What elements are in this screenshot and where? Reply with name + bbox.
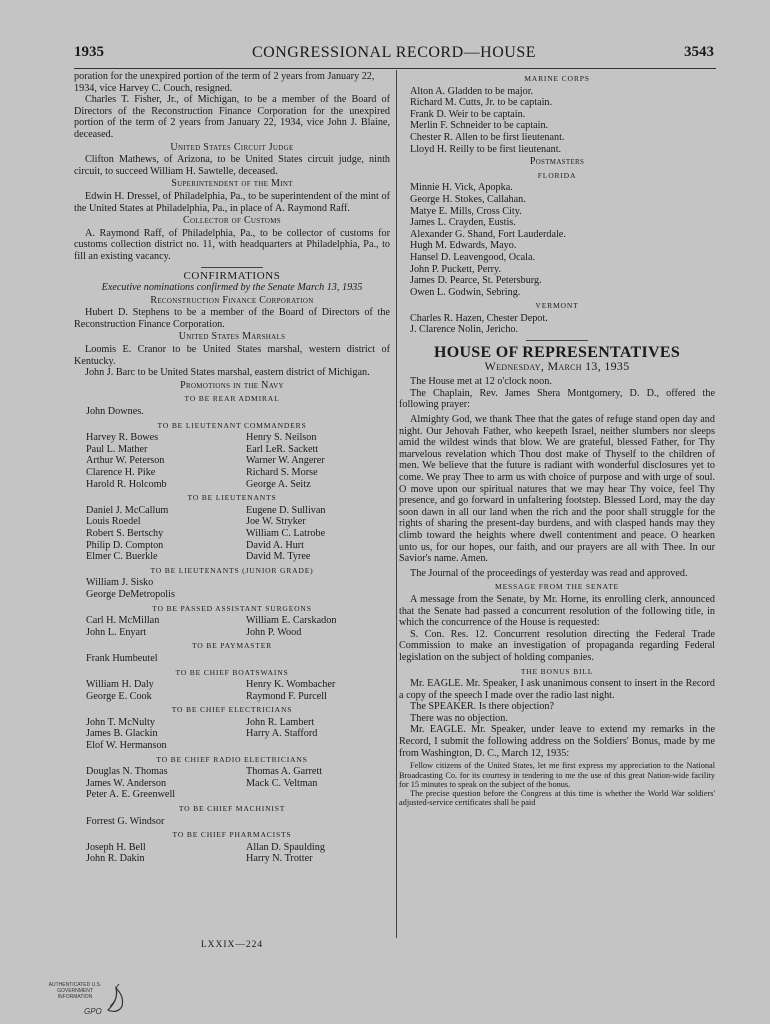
paragraph: A. Raymond Raff, of Philadelphia, Pa., to be collector of customs for customs collection district no. 11, with headquarters at Philadelphia, Pa., to fill an existing vacancy. xyxy=(74,227,390,262)
name-entry: Philip D. Compton xyxy=(86,539,164,551)
signature-footer: LXXIX—224 xyxy=(200,940,264,950)
paragraph: There was no objection. xyxy=(410,712,508,724)
name-entry: Harvey R. Bowes xyxy=(86,432,159,444)
name-entry: Harold R. Holcomb xyxy=(86,478,167,490)
name-entry: Harry A. Stafford xyxy=(246,728,318,740)
right-column xyxy=(399,71,715,808)
section-heading: Promotions in the Navy xyxy=(180,379,284,391)
paragraph: poration for the unexpired portion of the term of 2 years from January 22, 1934, vice Harvey C. Couch, resigned. xyxy=(74,71,375,94)
name-entry: George DeMetropolis xyxy=(86,588,175,600)
rank-heading: TO BE LIEUTENANTS (JUNIOR GRADE) xyxy=(150,565,314,575)
name-entry: Harry N. Trotter xyxy=(246,853,313,865)
state-heading: VERMONT xyxy=(535,301,579,311)
header-year: 1935 xyxy=(74,44,104,60)
list-item: George H. Stokes, Callahan. xyxy=(410,193,526,205)
paragraph: The SPEAKER. Is there objection? xyxy=(410,701,555,713)
name-entry: David M. Tyree xyxy=(246,551,311,563)
paragraph: Loomis E. Cranor to be United States marshal, western district of Kentucky. xyxy=(74,344,390,367)
name-entry: John R. Dakin xyxy=(86,853,145,865)
name-entry xyxy=(246,740,402,752)
rank-heading: TO BE CHIEF PHARMACISTS xyxy=(172,830,292,840)
names-grid xyxy=(74,615,390,638)
name-entry: Elof W. Hermanson xyxy=(86,740,167,752)
page-header xyxy=(74,44,714,66)
list-item: Minnie H. Vick, Apopka. xyxy=(410,182,513,194)
rank-heading: TO BE CHIEF BOATSWAINS xyxy=(175,667,289,677)
list-item: Matye E. Mills, Cross City. xyxy=(410,205,522,217)
paragraph: Edwin H. Dressel, of Philadelphia, Pa., to be superintendent of the mint of the United States at Philadelphia, Pa., in place of A. Raymond Raff. xyxy=(74,190,390,214)
list-item: Merlin F. Schneider to be captain. xyxy=(410,120,549,132)
name-entry: John T. McNulty xyxy=(86,716,155,728)
header-rule xyxy=(74,68,716,69)
rank-heading: TO BE PAYMASTER xyxy=(191,641,273,651)
name-entry: Carl H. McMillan xyxy=(86,615,160,627)
left-column xyxy=(74,71,390,865)
names-grid xyxy=(74,842,390,865)
name-entry: Thomas A. Garrett xyxy=(246,766,323,778)
name-entry: Clarence H. Pike xyxy=(86,467,156,478)
name-entry: John Downes. xyxy=(86,406,144,418)
name-entry: David A. Hurt xyxy=(246,539,305,551)
paragraph: Mr. EAGLE. Mr. Speaker, I ask unanimous consent to insert in the Record a copy of the speech I made over the radio last night. xyxy=(399,678,715,701)
house-heading: HOUSE OF REPRESENTATIVES xyxy=(433,344,681,362)
divider xyxy=(526,340,588,341)
section-heading: Postmasters xyxy=(529,156,585,168)
name-entry: Allan D. Spaulding xyxy=(246,841,325,853)
list-item: Richard M. Cutts, Jr. to be captain. xyxy=(410,97,553,109)
name-entry: Forrest G. Windsor xyxy=(86,815,165,827)
name-entry: Eugene D. Sullivan xyxy=(246,504,326,516)
name-entry: William J. Sisko xyxy=(86,577,154,589)
paragraph: John J. Barc to be United States marshal, eastern district of Michigan. xyxy=(85,367,370,379)
names-grid xyxy=(74,432,390,490)
name-entry: Elmer C. Buerkle xyxy=(86,551,158,563)
section-heading: THE BONUS BILL xyxy=(520,666,594,676)
name-entry: Peter A. E. Greenwell xyxy=(86,789,176,801)
name-entry: James W. Anderson xyxy=(86,777,167,789)
gpo-authentication-seal xyxy=(44,980,126,1018)
eagle-logo-icon xyxy=(104,980,128,1016)
name-entry: Joseph H. Bell xyxy=(86,841,146,853)
name-entry xyxy=(246,789,402,801)
paragraph: The Journal of the proceedings of yesterday was read and approved. xyxy=(410,567,688,579)
section-heading: Collector of Customs xyxy=(183,215,281,227)
rank-heading: TO BE CHIEF ELECTRICIANS xyxy=(171,705,293,715)
list-item: J. Clarence Nolin, Jericho. xyxy=(410,324,519,336)
gpo-seal-text: AUTHENTICATED U.S. GOVERNMENT INFORMATION xyxy=(48,982,102,1000)
section-heading: Superintendent of the Mint xyxy=(171,178,293,190)
name-entry: Henry S. Neilson xyxy=(246,432,317,444)
small-print-paragraph: Fellow citizens of the United States, let me first express my appreciation to the National Broadcasting Co. for its courtesy in tendering to me the use of this great Nation-wide facility for 15 minutes to speak on the subject of the bonus. xyxy=(399,761,715,789)
list-item: Hansel D. Leavengood, Ocala. xyxy=(410,251,536,263)
paragraph: The Chaplain, Rev. James Shera Montgomery, D. D., offered the following prayer: xyxy=(399,387,715,411)
section-heading: MARINE CORPS xyxy=(524,74,590,83)
gpo-label: GPO xyxy=(84,1007,102,1016)
name-entry: William H. Daly xyxy=(86,679,154,691)
session-date: Wednesday, March 13, 1935 xyxy=(484,358,630,373)
paragraph: Clifton Mathews, of Arizona, to be United States circuit judge, ninth circuit, to succeed William H. Sawtelle, deceased. xyxy=(74,154,390,177)
list-item: John P. Puckett, Perry. xyxy=(410,263,502,275)
list-item: James D. Pearce, St. Petersburg. xyxy=(410,275,542,287)
list-item: Lloyd H. Reilly to be first lieutenant. xyxy=(410,143,562,155)
executive-nominations-line: Executive nominations confirmed by the Senate March 13, 1935 xyxy=(101,282,363,294)
name-entry: Frank Humbeutel xyxy=(86,652,158,664)
name-entry: William C. Latrobe xyxy=(246,527,326,539)
name-entry: George E. Cook xyxy=(86,690,152,702)
name-entry: Arthur W. Peterson xyxy=(86,455,165,467)
list-item: Alton A. Gladden to be major. xyxy=(410,85,534,97)
rank-heading: TO BE CHIEF MACHINIST xyxy=(178,804,286,814)
list-item: Charles R. Hazen, Chester Depot. xyxy=(410,312,548,324)
name-entry: Henry K. Wombacher xyxy=(246,679,336,691)
name-entry: Louis Roedel xyxy=(86,516,141,528)
paragraph: Mr. EAGLE. Mr. Speaker, under leave to extend my remarks in the Record, I submit the following address on the Soldiers' Bonus, made by me from Washington, D. C., March 12, 1935: xyxy=(399,724,715,759)
name-entry: John P. Wood xyxy=(246,626,302,638)
rank-heading: TO BE PASSED ASSISTANT SURGEONS xyxy=(152,603,312,613)
divider xyxy=(201,267,263,268)
name-entry: John R. Lambert xyxy=(246,716,315,728)
name-entry: James B. Glackin xyxy=(86,728,158,740)
state-heading: FLORIDA xyxy=(537,170,577,180)
name-entry: Joe W. Stryker xyxy=(246,516,306,528)
rank-heading: TO BE CHIEF RADIO ELECTRICIANS xyxy=(156,754,308,764)
names-grid xyxy=(74,679,390,702)
name-entry: George A. Seitz xyxy=(246,478,311,490)
header-page-number: 3543 xyxy=(684,44,714,60)
name-entry: Richard S. Morse xyxy=(246,467,318,478)
rank-heading: TO BE LIEUTENANT COMMANDERS xyxy=(157,420,307,430)
paragraph: S. Con. Res. 12. Concurrent resolution directing the Federal Trade Commission to make an investigation of propaganda regarding Federal legislation on the subject of holding companies. xyxy=(399,628,715,663)
list-item: Chester R. Allen to be first lieutenant. xyxy=(410,131,565,143)
list-item: James L. Crayden, Eustis. xyxy=(410,217,516,229)
name-entry: Daniel J. McCallum xyxy=(86,504,169,516)
list-item: Owen L. Godwin, Sebring. xyxy=(410,286,521,298)
section-heading: United States Circuit Judge xyxy=(170,141,294,153)
rank-heading: TO BE REAR ADMIRAL xyxy=(184,394,280,404)
name-entry: Douglas N. Thomas xyxy=(86,766,168,778)
section-heading: Reconstruction Finance Corporation xyxy=(150,294,314,306)
section-heading: MESSAGE FROM THE SENATE xyxy=(495,582,619,592)
paragraph: The House met at 12 o'clock noon. xyxy=(410,376,552,388)
names-grid xyxy=(74,717,390,752)
name-entry: Raymond F. Purcell xyxy=(246,690,327,702)
rank-heading: TO BE LIEUTENANTS xyxy=(187,493,277,503)
names-grid xyxy=(74,766,390,801)
confirmations-heading: CONFIRMATIONS xyxy=(183,269,281,282)
name-entry: John L. Enyart xyxy=(86,626,147,638)
name-entry: Earl LeR. Sackett xyxy=(246,443,319,455)
names-grid xyxy=(74,505,390,563)
paragraph: A message from the Senate, by Mr. Horne, its enrolling clerk, announced that the Senate had passed a concurrent resolution of the following title, in which the concurrence of the House is requested: xyxy=(399,593,715,629)
list-item: Frank D. Weir to be captain. xyxy=(410,108,526,120)
name-entry: Paul L. Mather xyxy=(86,443,148,455)
name-entry: Mack C. Veltman xyxy=(246,777,318,789)
small-print-paragraph: The precise question before the Congress at this time is whether the World War soldiers' adjusted-service certificates shall be paid xyxy=(399,789,715,808)
paragraph: Hubert D. Stephens to be a member of the Board of Directors of the Reconstruction Finance Corporation. xyxy=(74,307,390,330)
list-item: Hugh M. Edwards, Mayo. xyxy=(410,240,517,252)
prayer-paragraph: Almighty God, we thank Thee that the gates of refuge stand open day and night. Our Jehovah Father, who keepeth Israel, neither slumbers nor sleeps amid the wildest winds that blow. We are grateful, blessed Father, for Thy marvelous revelation which Thou dost make of Thyself to the children of men. We believe that the future is radiant with wonderful disclosures yet to come. We pray Thee to arm us with choice of purpose and with urge of soul. O move upon our spiritual natures that we may hear Thy voice, feel Thy presence, and go forward in unfaltering footstep. Blessed Lord, may the day soon dawn in all our land when the rich and the poor shall struggle for the rights of sharing the present-day burdens, and with clasped hands may they climb toward the heights where dwell contentment and peace. O hearken unto us, for our hopes, our faith, and our prayers are all with Thee. In our Savior's name. Amen. xyxy=(399,414,715,565)
paragraph: Charles T. Fisher, Jr., of Michigan, to be a member of the Board of Directors of the Reconstruction Finance Corporation for the unexpired portion of the term of 2 years from January 22, 1934, vice John J. Blaine, deceased. xyxy=(74,94,390,140)
header-title: CONGRESSIONAL RECORD—HOUSE xyxy=(252,44,536,61)
list-item: Alexander G. Shand, Fort Lauderdale. xyxy=(410,228,566,240)
name-entry: Warner W. Angerer xyxy=(246,455,325,467)
name-entry: Robert S. Bertschy xyxy=(86,527,164,539)
section-heading: United States Marshals xyxy=(178,331,286,343)
name-entry: William E. Carskadon xyxy=(246,615,337,627)
